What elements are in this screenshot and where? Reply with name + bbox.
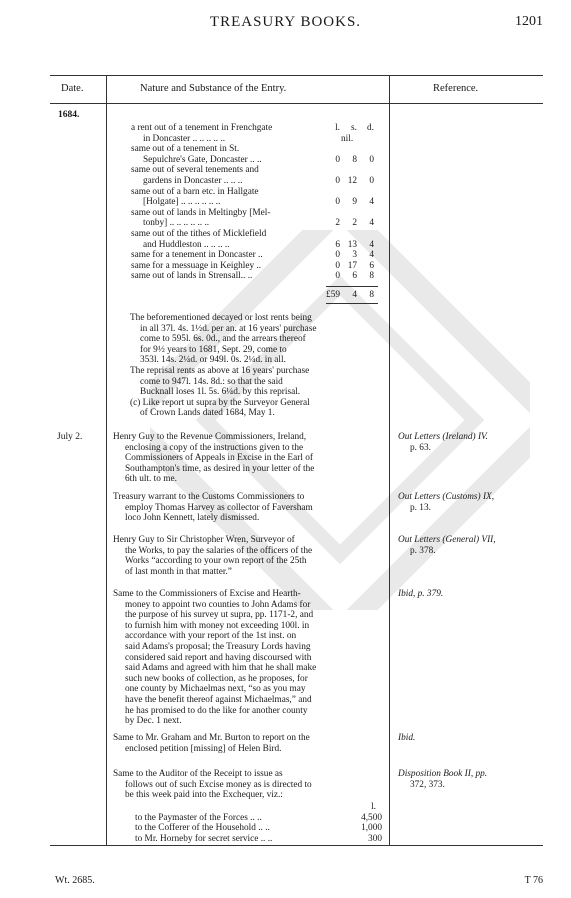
entry-line: he has promised to do the like for another county xyxy=(125,705,308,716)
column-header-nature: Nature and Substance of the Entry. xyxy=(140,83,287,94)
note-line: The beforementioned decayed or lost rents being xyxy=(130,313,312,323)
entry-line: be this week paid into the Exchequer, viz.: xyxy=(125,790,283,801)
rent-value-l: 0 xyxy=(335,197,340,208)
entry-date: July 2. xyxy=(57,432,83,442)
rent-item-line: same out of lands in Strensall.. .. xyxy=(131,271,253,282)
entry-line: by Dec. 1 next. xyxy=(125,716,182,727)
entry-line: money to appoint two counties to John Adams for xyxy=(125,599,311,610)
entry-reference xyxy=(398,589,443,600)
rent-value-d: 4 xyxy=(369,218,374,229)
rent-item-line: tonby] .. .. .. .. .. .. xyxy=(143,218,210,229)
reference-line: Disposition Book II, pp. xyxy=(398,769,488,779)
column-header-date: Date. xyxy=(61,83,84,94)
payment-label: to the Paymaster of the Forces .. .. xyxy=(135,812,262,823)
note-line: in all 37l. 4s. 1½d. per an. at 16 years' purchase xyxy=(140,323,317,334)
entry-text xyxy=(113,769,385,801)
rent-item-line: gardens in Doncaster .. .. .. xyxy=(143,176,243,186)
rent-item-line: and Huddleston .. .. .. .. xyxy=(143,239,230,250)
rent-value-s: 3 xyxy=(352,250,357,261)
entry-line: Works “according to your own report of the 25th xyxy=(125,556,307,567)
rent-item-line: same out of several tenements and xyxy=(131,165,259,176)
rent-item-line: a rent out of a tenement in Frenchgate xyxy=(131,123,273,133)
reference-line: Out Letters (Customs) IX, xyxy=(398,492,495,502)
entry-text xyxy=(113,535,385,577)
note-line: 353l. 14s. 2¼d. or 949l. 0s. 2¼d. in all. xyxy=(140,355,286,366)
entry-reference xyxy=(398,769,487,790)
entry-text xyxy=(113,733,385,754)
payment-label: to the Cofferer of the Household .. .. xyxy=(135,823,270,834)
note-line: come to 947l. 14s. 8d.: so that the said xyxy=(140,376,283,387)
entry-text xyxy=(113,492,385,524)
entry-reference xyxy=(398,492,494,513)
entry-line: Same to Mr. Graham and Mr. Burton to report on the xyxy=(113,733,310,743)
payment-unit: l. xyxy=(371,802,376,812)
column-divider-reference xyxy=(389,75,390,845)
column-header-reference: Reference. xyxy=(433,83,479,94)
rent-value-d: 0 xyxy=(369,176,374,186)
note-line: for 9½ years to 1681, Sept. 29, come to xyxy=(140,344,287,355)
reference-line: p. 378. xyxy=(410,545,436,556)
entry-reference xyxy=(398,535,496,556)
header-top-rule xyxy=(50,75,543,76)
entry-line: Treasury warrant to the Customs Commissioners to xyxy=(113,492,305,502)
rent-value-s: 12 xyxy=(347,176,357,186)
rent-nil: nil. xyxy=(341,133,354,144)
rent-unit-d: d. xyxy=(367,123,374,133)
rent-item-line: same out of lands in Meltingby [Mel- xyxy=(131,207,271,218)
payment-amount: 300 xyxy=(368,833,382,844)
footer-signature: T 76 xyxy=(524,875,543,886)
rent-value-l: 0 xyxy=(335,154,340,165)
entry-line: such new books of collection, as he proposes, for xyxy=(125,673,308,684)
entry-line: the purpose of his survey ut supra, pp. 1171-2, and xyxy=(125,610,314,621)
rent-total-l: £59 xyxy=(326,290,340,300)
entry-line: one county by Michaelmas next, “so as you may xyxy=(125,684,306,695)
rent-total-d: 8 xyxy=(369,290,374,300)
rent-total-rule-bottom xyxy=(326,303,378,304)
entry-line: enclosing a copy of the instructions given to the xyxy=(125,442,304,453)
rent-value-l: 2 xyxy=(335,218,340,229)
rent-value-s: 8 xyxy=(352,154,357,165)
rent-value-d: 0 xyxy=(369,154,374,165)
rent-item-line: same out of the tithes of Micklefield xyxy=(131,229,267,239)
page-title: TREASURY BOOKS. xyxy=(209,14,362,30)
entry-line: Southampton's time, as desired in your letter of the xyxy=(125,463,315,474)
entry-line: employ Thomas Harvey as collector of Faversham xyxy=(125,502,313,513)
reference-line: Ibid. xyxy=(398,733,416,743)
rent-value-d: 4 xyxy=(369,197,374,208)
payment-label: to Mr. Horneby for secret service .. .. xyxy=(135,833,273,844)
rent-value-s: 13 xyxy=(347,239,357,250)
rent-value-l: 0 xyxy=(335,260,340,271)
entry-line: have the benefit thereof against Michaelmas,” and xyxy=(125,694,312,705)
entry-line: accordance with your report of the 1st inst. on xyxy=(125,631,297,642)
rent-value-s: 2 xyxy=(352,218,357,229)
entry-reference xyxy=(398,432,488,453)
note-line: come to 595l. 6s. 0d., and the arrears thereof xyxy=(140,334,306,345)
entry-line: Same to the Auditor of the Receipt to issue as xyxy=(113,769,283,779)
entry-line: follows out of such Excise money as is directed to xyxy=(125,779,312,790)
entry-line: said Adams and agreed with him that he shall make xyxy=(125,663,317,674)
table-bottom-rule xyxy=(50,845,543,846)
payment-amount: 4,500 xyxy=(361,812,382,823)
reference-line: Out Letters (Ireland) IV. xyxy=(398,432,488,442)
rent-item-line: same out of a barn etc. in Hallgate xyxy=(131,186,259,197)
rent-item-line: [Holgate] .. .. .. .. .. .. xyxy=(143,197,221,208)
entry-line: loco John Kennett, lately dismissed. xyxy=(125,513,260,524)
entry-text xyxy=(113,589,385,727)
rent-value-l: 6 xyxy=(335,239,340,250)
rent-total-s: 4 xyxy=(352,290,357,300)
rent-value-d: 4 xyxy=(369,250,374,261)
rent-item-line: in Doncaster .. .. .. .. .. xyxy=(143,133,226,144)
note-line: of Crown Lands dated 1684, May 1. xyxy=(140,408,275,419)
rent-total-rule-top xyxy=(326,286,378,287)
rent-value-l: 0 xyxy=(335,176,340,186)
entry-line: Same to the Commissioners of Excise and Hearth- xyxy=(113,589,301,599)
entry-line: 6th ult. to me. xyxy=(125,474,177,485)
note-line: Bucknall loses 1l. 5s. 6¼d. by this reprisal. xyxy=(140,387,301,398)
note-line: The reprisal rents as above at 16 years' purchase xyxy=(130,365,310,376)
entry-line: Commissioners of Appeals in Excise in the Earl of xyxy=(125,453,313,464)
entry-line: Henry Guy to the Revenue Commissioners, Ireland, xyxy=(113,432,307,442)
reference-line: Out Letters (General) VII, xyxy=(398,535,496,545)
page-number: 1201 xyxy=(515,14,543,29)
rent-value-s: 6 xyxy=(352,271,357,282)
column-divider-date xyxy=(106,75,107,845)
payment-amount: 1,000 xyxy=(361,823,382,834)
rent-unit-l: l. xyxy=(335,123,340,133)
rent-item-line: same out of a tenement in St. xyxy=(131,144,240,155)
rent-item-line: Sepulchre's Gate, Doncaster .. .. xyxy=(143,154,262,165)
entry-text xyxy=(113,432,385,485)
notes-paragraph xyxy=(130,313,380,419)
entry-line: enclosed petition [missing] of Helen Bird. xyxy=(125,743,282,754)
entry-line: to furnish him with money not exceeding 100l. in xyxy=(125,620,310,631)
rent-value-s: 17 xyxy=(347,260,357,271)
reference-line: 372, 373. xyxy=(410,779,445,790)
entry-line: of last month in that matter.” xyxy=(125,566,232,577)
rent-value-s: 9 xyxy=(352,197,357,208)
rent-item-line: same for a tenement in Doncaster .. xyxy=(131,250,263,261)
reference-line: p. 13. xyxy=(410,502,431,513)
rent-value-d: 8 xyxy=(369,271,374,282)
rent-item-line: same for a messuage in Keighley .. xyxy=(131,260,262,271)
rent-value-l: 0 xyxy=(335,271,340,282)
note-line: (c) Like report ut supra by the Surveyor General xyxy=(130,397,310,408)
rent-unit-s: s. xyxy=(351,123,357,133)
rent-value-l: 0 xyxy=(335,250,340,261)
entry-line: the Works, to pay the salaries of the officers of the xyxy=(125,545,313,556)
entry-reference xyxy=(398,733,415,744)
header-bottom-rule xyxy=(50,103,543,104)
reference-line: Ibid, p. 379. xyxy=(398,589,444,599)
entry-line: considered said report and having discoursed with xyxy=(125,652,312,663)
reference-line: p. 63. xyxy=(410,442,431,453)
rent-value-d: 6 xyxy=(369,260,374,271)
entry-line: Henry Guy to Sir Christopher Wren, Surveyor of xyxy=(113,535,295,545)
entry-year: 1684. xyxy=(58,110,80,120)
footer-warrant: Wt. 2685. xyxy=(55,875,95,886)
rent-value-d: 4 xyxy=(369,239,374,250)
entry-line: said Adams's proposal; the Treasury Lords having xyxy=(125,641,311,652)
